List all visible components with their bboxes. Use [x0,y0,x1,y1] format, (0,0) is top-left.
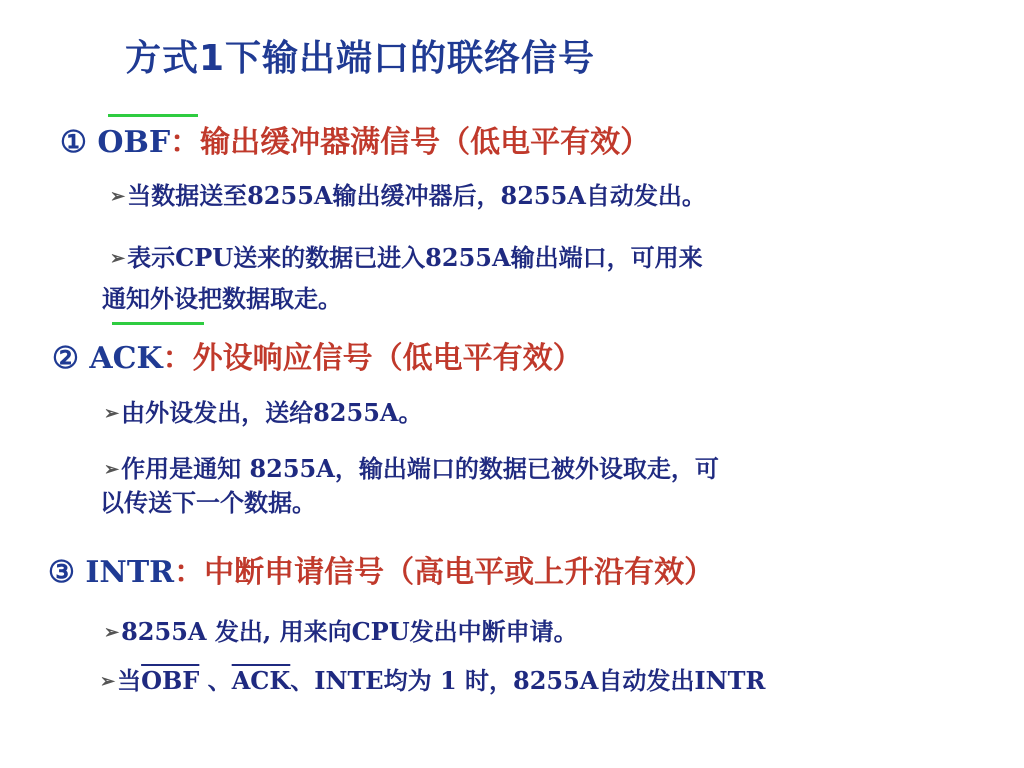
signal-description: ：中断申请信号（高电平或上升沿有效） [174,555,715,590]
bullet-arrow-icon: ➢ [110,248,126,269]
signal-name: ACK [89,341,163,376]
bullet-arrow-icon: ➢ [104,622,120,643]
signal-description: ：外设响应信号（低电平有效） [162,341,583,376]
bullet-intr-2: ➢当$\overline{OBF}$ 、$\overline{ACK}$、INTE均为 1 时，8255A自动发出INTR [100,666,766,695]
bullet-intr-1: ➢8255A 发出, 用来向CPU发出中断申请。 [104,617,578,646]
ack-overlined: $\overline{ACK}$ [231,666,291,695]
section-heading-ack [52,333,583,377]
bullet-ack-1: ➢由外设发出，送给8255A。 [104,398,423,427]
slide-title: 方式1下输出端口的联络信号 [125,38,596,79]
bullet-arrow-icon: ➢ [100,671,116,692]
obf-overlined: $\overline{OBF}$ [141,666,200,695]
section-heading-obf [60,117,650,161]
bullet-ack-2: ➢作用是通知 8255A，输出端口的数据已被外设取走，可 [104,454,719,483]
signal-name: OBF [97,125,171,160]
bullet-ack-2-cont: 以传送下一个数据。 [100,488,316,517]
signal-name: INTR [85,555,175,590]
ack-overline-bar [112,322,204,325]
signal-description: ：输出缓冲器满信号（低电平有效） [170,125,651,160]
section-number: ② [52,341,79,376]
bullet-obf-1: ➢当数据送至8255A输出缓冲器后，8255A自动发出。 [110,181,706,210]
bullet-arrow-icon: ➢ [104,403,120,424]
section-number: ① [60,125,87,160]
bullet-arrow-icon: ➢ [110,186,126,207]
section-heading-intr [48,547,714,591]
bullet-obf-2-cont: 通知外设把数据取走。 [102,284,342,313]
section-number: ③ [48,555,75,590]
bullet-obf-2: ➢表示CPU送来的数据已进入8255A输出端口，可用来 [110,243,703,272]
bullet-arrow-icon: ➢ [104,459,120,480]
